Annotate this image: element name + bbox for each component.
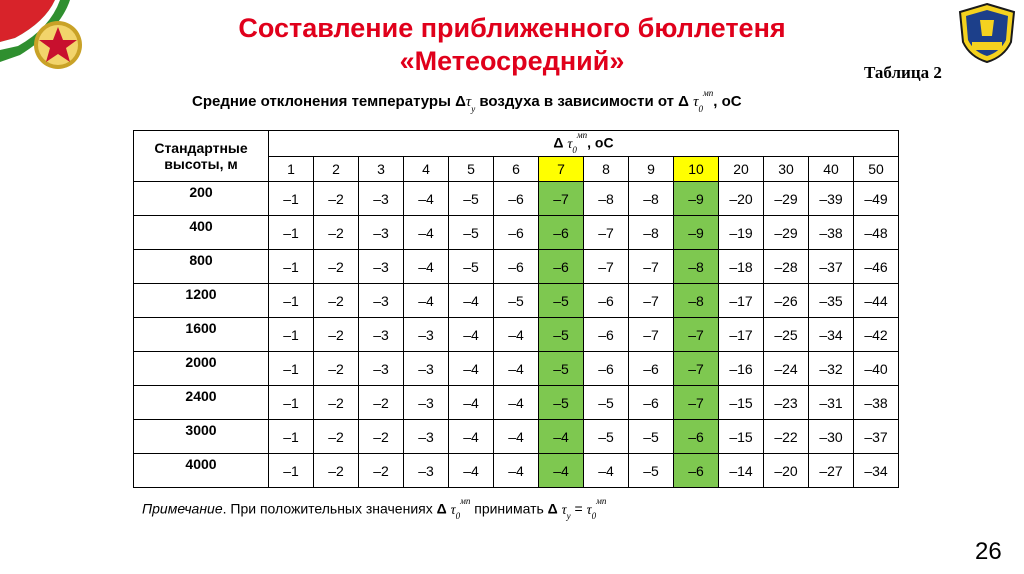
table-row [134, 386, 899, 420]
value-cell: –32 [809, 352, 854, 386]
table-row [134, 318, 899, 352]
value-cell: –6 [494, 216, 539, 250]
table-row [134, 454, 899, 488]
title-line-1: Составление приближенного бюллетеня [238, 13, 786, 43]
value-cell: –6 [494, 182, 539, 216]
note-text: . При положительных значениях [222, 500, 437, 517]
value-cell: –5 [494, 284, 539, 318]
value-cell: –4 [449, 318, 494, 352]
value-cell: –15 [719, 420, 764, 454]
meteo-table [133, 130, 899, 488]
value-cell: –7 [584, 216, 629, 250]
altitude-cell: 2400 [134, 386, 269, 420]
column-number: 20 [719, 157, 764, 182]
value-cell: –19 [719, 216, 764, 250]
value-cell: –4 [494, 352, 539, 386]
value-cell: –6 [584, 318, 629, 352]
value-cell: –1 [269, 318, 314, 352]
value-cell: –2 [314, 284, 359, 318]
value-cell: –34 [854, 454, 899, 488]
value-cell: –1 [269, 182, 314, 216]
value-cell: –4 [404, 284, 449, 318]
value-cell: –2 [314, 420, 359, 454]
value-cell: –5 [449, 250, 494, 284]
value-cell: –4 [404, 216, 449, 250]
value-cell: –38 [809, 216, 854, 250]
value-cell: –40 [854, 352, 899, 386]
value-cell: –1 [269, 386, 314, 420]
column-number: 8 [584, 157, 629, 182]
value-cell: –5 [539, 352, 584, 386]
value-cell: –8 [584, 182, 629, 216]
column-number: 7 [539, 157, 584, 182]
value-cell: –3 [359, 352, 404, 386]
tau-y-symbol: $\tau_у$ [561, 502, 571, 522]
value-cell: –44 [854, 284, 899, 318]
value-cell: –18 [719, 250, 764, 284]
value-cell: –1 [269, 454, 314, 488]
tau-0-mp-symbol: $\tau_0^{мп}$ [586, 496, 607, 522]
value-cell: –4 [449, 454, 494, 488]
value-cell: –1 [269, 420, 314, 454]
altitude-cell: 3000 [134, 420, 269, 454]
value-cell: –3 [359, 216, 404, 250]
value-cell: –6 [584, 284, 629, 318]
table-row [134, 420, 899, 454]
value-cell: –20 [764, 454, 809, 488]
value-cell: –2 [314, 454, 359, 488]
std-heights-header [134, 131, 269, 182]
table-row [134, 352, 899, 386]
value-cell: –4 [449, 386, 494, 420]
value-cell: –3 [359, 182, 404, 216]
value-cell: –7 [674, 318, 719, 352]
value-cell: –3 [404, 386, 449, 420]
column-number: 10 [674, 157, 719, 182]
altitude-cell: 400 [134, 216, 269, 250]
column-number: 50 [854, 157, 899, 182]
university-shield-logo [956, 2, 1018, 64]
value-cell: –2 [359, 386, 404, 420]
column-number: 1 [269, 157, 314, 182]
table-row [134, 216, 899, 250]
header-row [134, 131, 899, 157]
value-cell: –29 [764, 216, 809, 250]
value-cell: –2 [314, 386, 359, 420]
value-cell: –39 [809, 182, 854, 216]
altitude-cell: 4000 [134, 454, 269, 488]
altitude-cell: 200 [134, 182, 269, 216]
value-cell: –17 [719, 284, 764, 318]
value-cell: –4 [404, 182, 449, 216]
value-cell: –24 [764, 352, 809, 386]
value-cell: –8 [674, 284, 719, 318]
value-cell: –48 [854, 216, 899, 250]
table-subtitle [192, 88, 852, 114]
value-cell: –3 [359, 284, 404, 318]
tau-0-mp-symbol: $\tau_0^{мп}$ [693, 88, 714, 114]
value-cell: –4 [539, 420, 584, 454]
value-cell: –4 [404, 250, 449, 284]
value-cell: –5 [629, 454, 674, 488]
value-cell: –15 [719, 386, 764, 420]
value-cell: –3 [404, 352, 449, 386]
value-cell: –2 [314, 318, 359, 352]
value-cell: –6 [629, 352, 674, 386]
note: Примечание. При положительных значениях Δ $\tau_0^{мп}$ принимать Δ $\tau_у = \tau_0^{мп}$ [142, 496, 607, 522]
note-label: Примечание [142, 500, 223, 517]
value-cell: –42 [854, 318, 899, 352]
value-cell: –27 [809, 454, 854, 488]
value-cell: –6 [494, 250, 539, 284]
column-number: 6 [494, 157, 539, 182]
value-cell: –4 [494, 454, 539, 488]
value-cell: –7 [584, 250, 629, 284]
table-row [134, 284, 899, 318]
value-cell: –37 [854, 420, 899, 454]
table-label: Таблица 2 [864, 63, 942, 82]
page-number: 26 [975, 538, 1002, 565]
value-cell: –4 [449, 284, 494, 318]
value-cell: –23 [764, 386, 809, 420]
value-cell: –38 [854, 386, 899, 420]
subtitle-mid: воздуха в зависимости от Δ [475, 93, 694, 110]
value-cell: –5 [449, 216, 494, 250]
value-cell: –4 [494, 318, 539, 352]
value-cell: –1 [269, 352, 314, 386]
value-cell: –7 [629, 250, 674, 284]
value-cell: –1 [269, 250, 314, 284]
value-cell: –26 [764, 284, 809, 318]
subtitle-text: Средние отклонения температуры Δ [192, 93, 466, 110]
altitude-cell: 1600 [134, 318, 269, 352]
value-cell: –5 [539, 318, 584, 352]
value-cell: –20 [719, 182, 764, 216]
tau-0-mp-symbol: $\tau_0^{мп}$ [567, 130, 588, 156]
table-row [134, 182, 899, 216]
value-cell: –4 [539, 454, 584, 488]
value-cell: –46 [854, 250, 899, 284]
value-cell: –2 [314, 216, 359, 250]
column-number: 4 [404, 157, 449, 182]
value-cell: –31 [809, 386, 854, 420]
slide-title [150, 12, 874, 78]
delta-header: Δ $\tau_0^{мп}$, оС [269, 131, 899, 157]
value-cell: –6 [674, 420, 719, 454]
value-cell: –7 [539, 182, 584, 216]
value-cell: –6 [584, 352, 629, 386]
std-heights-line2: высоты, м [164, 156, 238, 173]
value-cell: –3 [404, 420, 449, 454]
value-cell: –7 [629, 318, 674, 352]
altitude-cell: 2000 [134, 352, 269, 386]
value-cell: –9 [674, 182, 719, 216]
value-cell: –4 [494, 386, 539, 420]
column-number: 9 [629, 157, 674, 182]
value-cell: –4 [449, 420, 494, 454]
value-cell: –1 [269, 216, 314, 250]
value-cell: –8 [674, 250, 719, 284]
value-cell: –7 [674, 386, 719, 420]
value-cell: –6 [539, 250, 584, 284]
column-number: 3 [359, 157, 404, 182]
value-cell: –8 [629, 182, 674, 216]
value-cell: –6 [539, 216, 584, 250]
value-cell: –28 [764, 250, 809, 284]
value-cell: –16 [719, 352, 764, 386]
value-cell: –5 [539, 386, 584, 420]
subtitle-unit: , оС [713, 93, 742, 110]
value-cell: –17 [719, 318, 764, 352]
value-cell: –4 [584, 454, 629, 488]
value-cell: –2 [359, 420, 404, 454]
value-cell: –6 [629, 386, 674, 420]
value-cell: –7 [674, 352, 719, 386]
tau-y-symbol: $\tau_у$ [465, 94, 476, 114]
tau-0-mp-symbol: $\tau_0^{мп}$ [450, 496, 471, 522]
value-cell: –2 [314, 250, 359, 284]
title-line-2: «Метеосредний» [399, 46, 625, 76]
value-cell: –2 [314, 182, 359, 216]
table-row [134, 250, 899, 284]
value-cell: –7 [629, 284, 674, 318]
value-cell: –4 [494, 420, 539, 454]
value-cell: –30 [809, 420, 854, 454]
value-cell: –25 [764, 318, 809, 352]
column-number: 2 [314, 157, 359, 182]
value-cell: –9 [674, 216, 719, 250]
value-cell: –6 [674, 454, 719, 488]
value-cell: –3 [359, 318, 404, 352]
value-cell: –2 [314, 352, 359, 386]
value-cell: –3 [404, 454, 449, 488]
value-cell: –5 [539, 284, 584, 318]
altitude-cell: 1200 [134, 284, 269, 318]
value-cell: –49 [854, 182, 899, 216]
value-cell: –5 [584, 420, 629, 454]
column-number: 30 [764, 157, 809, 182]
value-cell: –2 [359, 454, 404, 488]
value-cell: –3 [404, 318, 449, 352]
std-heights-line1: Стандартные [154, 140, 248, 157]
value-cell: –14 [719, 454, 764, 488]
value-cell: –5 [584, 386, 629, 420]
altitude-cell: 800 [134, 250, 269, 284]
emblem-logo [0, 0, 110, 90]
value-cell: –5 [629, 420, 674, 454]
value-cell: –37 [809, 250, 854, 284]
column-number: 40 [809, 157, 854, 182]
value-cell: –4 [449, 352, 494, 386]
column-number: 5 [449, 157, 494, 182]
value-cell: –29 [764, 182, 809, 216]
value-cell: –22 [764, 420, 809, 454]
value-cell: –8 [629, 216, 674, 250]
value-cell: –34 [809, 318, 854, 352]
value-cell: –5 [449, 182, 494, 216]
value-cell: –1 [269, 284, 314, 318]
value-cell: –35 [809, 284, 854, 318]
value-cell: –3 [359, 250, 404, 284]
